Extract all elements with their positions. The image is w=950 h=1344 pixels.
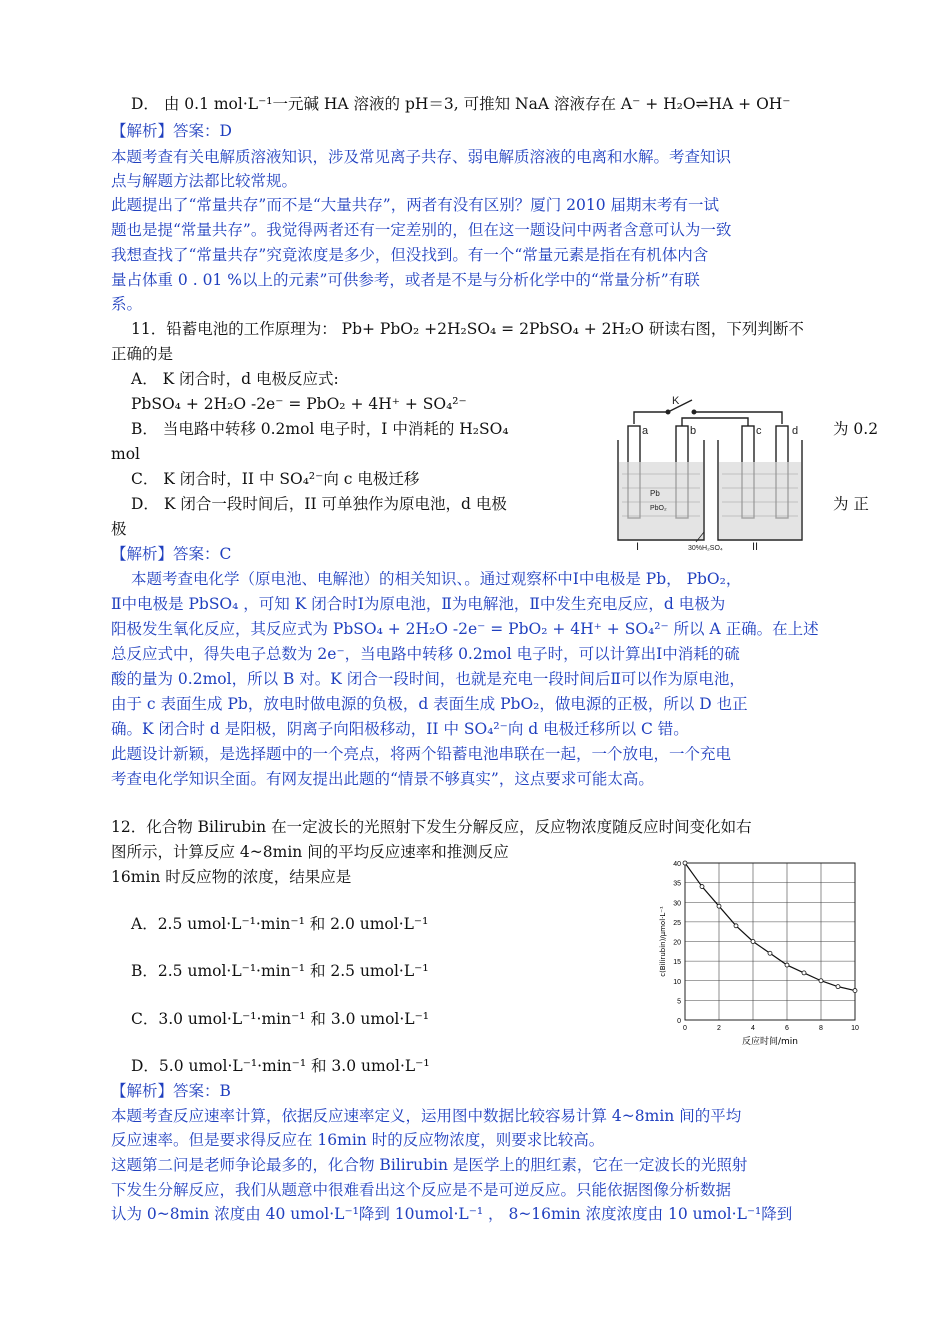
lead-acid-cell-diagram — [606, 392, 812, 552]
q11-analysis-line: 本题考查电化学（原电池、电解池）的相关知识、。通过观察杯中Ⅰ中电极是 Pb， PbO₂， — [131, 570, 742, 588]
q12-analysis-line: 这题第二问是老师争论最多的，化合物 Bilirubin 是医学上的胆红素，它在一定波长的光照射 — [111, 1156, 748, 1174]
q10-option-d: D． 由 0.1 mol·L⁻¹一元碱 HA 溶液的 pH＝3, 可推知 NaA 溶液存在 A⁻ + H₂O⇌HA + OH⁻ — [131, 95, 791, 113]
q11-analysis-line: 确。K 闭合时 d 是阳极，阴离子向阳极移动，II 中 SO₄²⁻向 d 电极迁移所以 C 错。 — [111, 720, 689, 738]
data-point — [734, 924, 738, 928]
q11-analysis-line: 此题设计新颖，是选择题中的一个亮点，将两个铅蓄电池串联在一起，一个放电，一个充电 — [111, 745, 732, 763]
y-tick-label: 40 — [673, 861, 681, 868]
q10-analysis-line: 系。 — [111, 295, 143, 313]
q12-analysis-line: 本题考查反应速率计算，依据反应速率定义，运用图中数据比较容易计算 4~8min 间的平均 — [111, 1107, 742, 1125]
y-tick-label: 35 — [673, 880, 681, 888]
y-tick-label: 25 — [673, 919, 681, 927]
x-tick-label: 0 — [683, 1025, 687, 1032]
bilirubin-concentration-chart — [655, 855, 870, 1050]
q12-stem-cont: 16min 时反应物的浓度，结果应是 — [111, 868, 352, 886]
data-point — [802, 971, 806, 975]
q11-analysis-line: 总反应式中，得失电子总数为 2e⁻，当电路中转移 0.2mol 电子时，可以计算出Ⅰ中消耗的硫 — [111, 645, 740, 663]
switch-k-label: K — [672, 395, 680, 407]
q11-option-d-cont: 极 — [111, 520, 127, 538]
electrode-c-label: c — [756, 425, 762, 437]
q11-option-a: A． K 闭合时，d 电极反应式: — [131, 370, 339, 388]
q11-analysis-line: Ⅱ中电极是 PbSO₄ ，可知 K 闭合时Ⅰ为原电池，Ⅱ为电解池，Ⅱ中发生充电反应，d 电极为 — [111, 595, 726, 613]
electrode-a-label: a — [642, 425, 649, 437]
q12-option-c: C．3.0 umol·L⁻¹·min⁻¹ 和 3.0 umol·L⁻¹ — [131, 1010, 429, 1028]
q11-option-b-tail: 为 0.2 — [833, 420, 879, 438]
q12-stem-cont: 图所示，计算反应 4~8min 间的平均反应速率和推测反应 — [111, 843, 509, 861]
q12-stem: 12．化合物 Bilirubin 在一定波长的光照射下发生分解反应，反应物浓度随反应时间变化如右 — [111, 818, 752, 836]
q12-option-b: B．2.5 umol·L⁻¹·min⁻¹ 和 2.5 umol·L⁻¹ — [131, 962, 429, 980]
data-point — [768, 951, 772, 955]
q12-option-a: A．2.5 umol·L⁻¹·min⁻¹ 和 2.0 umol·L⁻¹ — [131, 915, 429, 933]
q10-analysis-line: 此题提出了“常量共存”而不是“大量共存”，两者有没有区别？厦门 2010 届期末考有一试 — [111, 196, 719, 214]
data-point — [751, 940, 755, 944]
electrode-d-label: d — [792, 425, 799, 437]
q10-analysis-line: 本题考查有关电解质溶液知识，涉及常见离子共存、弱电解质溶液的电离和水解。考查知识 — [111, 148, 732, 166]
q11-option-c: C． K 闭合时，II 中 SO₄²⁻向 c 电极迁移 — [131, 470, 420, 488]
q12-analysis-line: 反应速率。但是要求得反应在 16min 时的反应物浓度，则要求比较高。 — [111, 1131, 605, 1149]
cell-ii-label: II — [752, 541, 759, 552]
q11-option-d-tail: 为 正 — [833, 495, 869, 513]
y-tick-label: 30 — [673, 900, 681, 908]
data-point — [785, 963, 789, 967]
q11-analysis-line: 由于 c 表面生成 Pb，放电时做电源的负极，d 表面生成 PbO₂，做电源的正极，所以 D 也正 — [111, 695, 748, 713]
q11-option-a-equation: PbSO₄ + 2H₂O -2e⁻ = PbO₂ + 4H⁺ + SO₄²⁻ — [131, 395, 467, 413]
y-tick-label: 20 — [673, 939, 681, 947]
data-point — [700, 885, 704, 889]
y-tick-label: 15 — [673, 959, 681, 967]
y-tick-label: 5 — [677, 998, 681, 1006]
x-tick-label: 2 — [717, 1025, 721, 1032]
data-point — [683, 861, 687, 865]
q10-analysis-line: 量占体重 0 . 01 %以上的元素”可供参考，或者是不是与分析化学中的“常量分析”有联 — [111, 271, 700, 289]
q11-analysis-line: 阳极发生氧化反应，其反应式为 PbSO₄ + 2H₂O -2e⁻ = PbO₂ + 4H⁺ + SO₄²⁻ 所以 A 正确。在上述 — [111, 620, 819, 638]
x-tick-label: 6 — [785, 1025, 789, 1032]
data-point — [819, 979, 823, 983]
y-tick-label: 0 — [677, 1018, 681, 1025]
q11-stem: 11．铅蓄电池的工作原理为： Pb+ PbO₂ +2H₂SO₄ = 2PbSO₄ + 2H₂O 研读右图，下列判断不 — [131, 320, 804, 338]
concentration-curve — [685, 863, 855, 991]
x-tick-label: 10 — [851, 1025, 859, 1032]
pbo2-plate-label: PbO₂ — [650, 505, 667, 512]
q12-analysis-line: 认为 0~8min 浓度由 40 umol·L⁻¹降到 10umol·L⁻¹ ， 8~16min 浓度浓度由 10 umol·L⁻¹降到 — [111, 1205, 793, 1223]
q11-answer: 【解析】答案：C — [111, 545, 232, 563]
q11-option-b: B． 当电路中转移 0.2mol 电子时，I 中消耗的 H₂SO₄ — [131, 420, 509, 438]
q12-answer: 【解析】答案：B — [111, 1082, 231, 1100]
cell-i-label: I — [636, 541, 640, 552]
pb-plate-label: Pb — [650, 489, 660, 498]
x-axis-label: 反应时间/min — [741, 1037, 799, 1047]
q11-analysis-line: 酸的量为 0.2mol，所以 B 对。K 闭合一段时间，也就是充电一段时间后Ⅱ可以作为原电池， — [111, 670, 745, 688]
data-point — [836, 985, 840, 989]
q11-analysis-line: 考查电化学知识全面。有网友提出此题的“情景不够真实”，这点要求可能太高。 — [111, 770, 654, 788]
electrolyte-label: 30%H₂SO₄ — [688, 545, 723, 552]
q11-option-b-cont: mol — [111, 445, 140, 463]
x-tick-label: 8 — [819, 1025, 823, 1032]
q10-analysis-line: 点与解题方法都比较常规。 — [111, 172, 298, 190]
q11-option-d: D． K 闭合一段时间后，II 可单独作为原电池，d 电极 — [131, 495, 507, 513]
q10-analysis-line: 我想查找了“常量共存”究竟浓度是多少，但没找到。有一个“常量元素是指在有机体内含 — [111, 246, 709, 264]
q11-stem-cont: 正确的是 — [111, 345, 174, 363]
q12-analysis-line: 下发生分解反应，我们从题意中很难看出这个反应是不是可逆反应。只能依据图像分析数据 — [111, 1181, 732, 1199]
data-point — [853, 989, 857, 993]
q10-answer: 【解析】答案：D — [111, 122, 232, 140]
x-tick-label: 4 — [751, 1025, 755, 1032]
electrode-b-label: b — [690, 425, 697, 437]
y-tick-label: 10 — [673, 978, 681, 986]
data-point — [717, 904, 721, 908]
q10-analysis-line: 题也是提“常量共存”。我觉得两者还有一定差别的，但在这一题设问中两者含意可认为一致 — [111, 221, 732, 239]
q12-option-d: D．5.0 umol·L⁻¹·min⁻¹ 和 3.0 umol·L⁻¹ — [131, 1057, 430, 1075]
y-axis-label: c(Bilirubin)/μmol·L⁻¹ — [659, 906, 667, 977]
